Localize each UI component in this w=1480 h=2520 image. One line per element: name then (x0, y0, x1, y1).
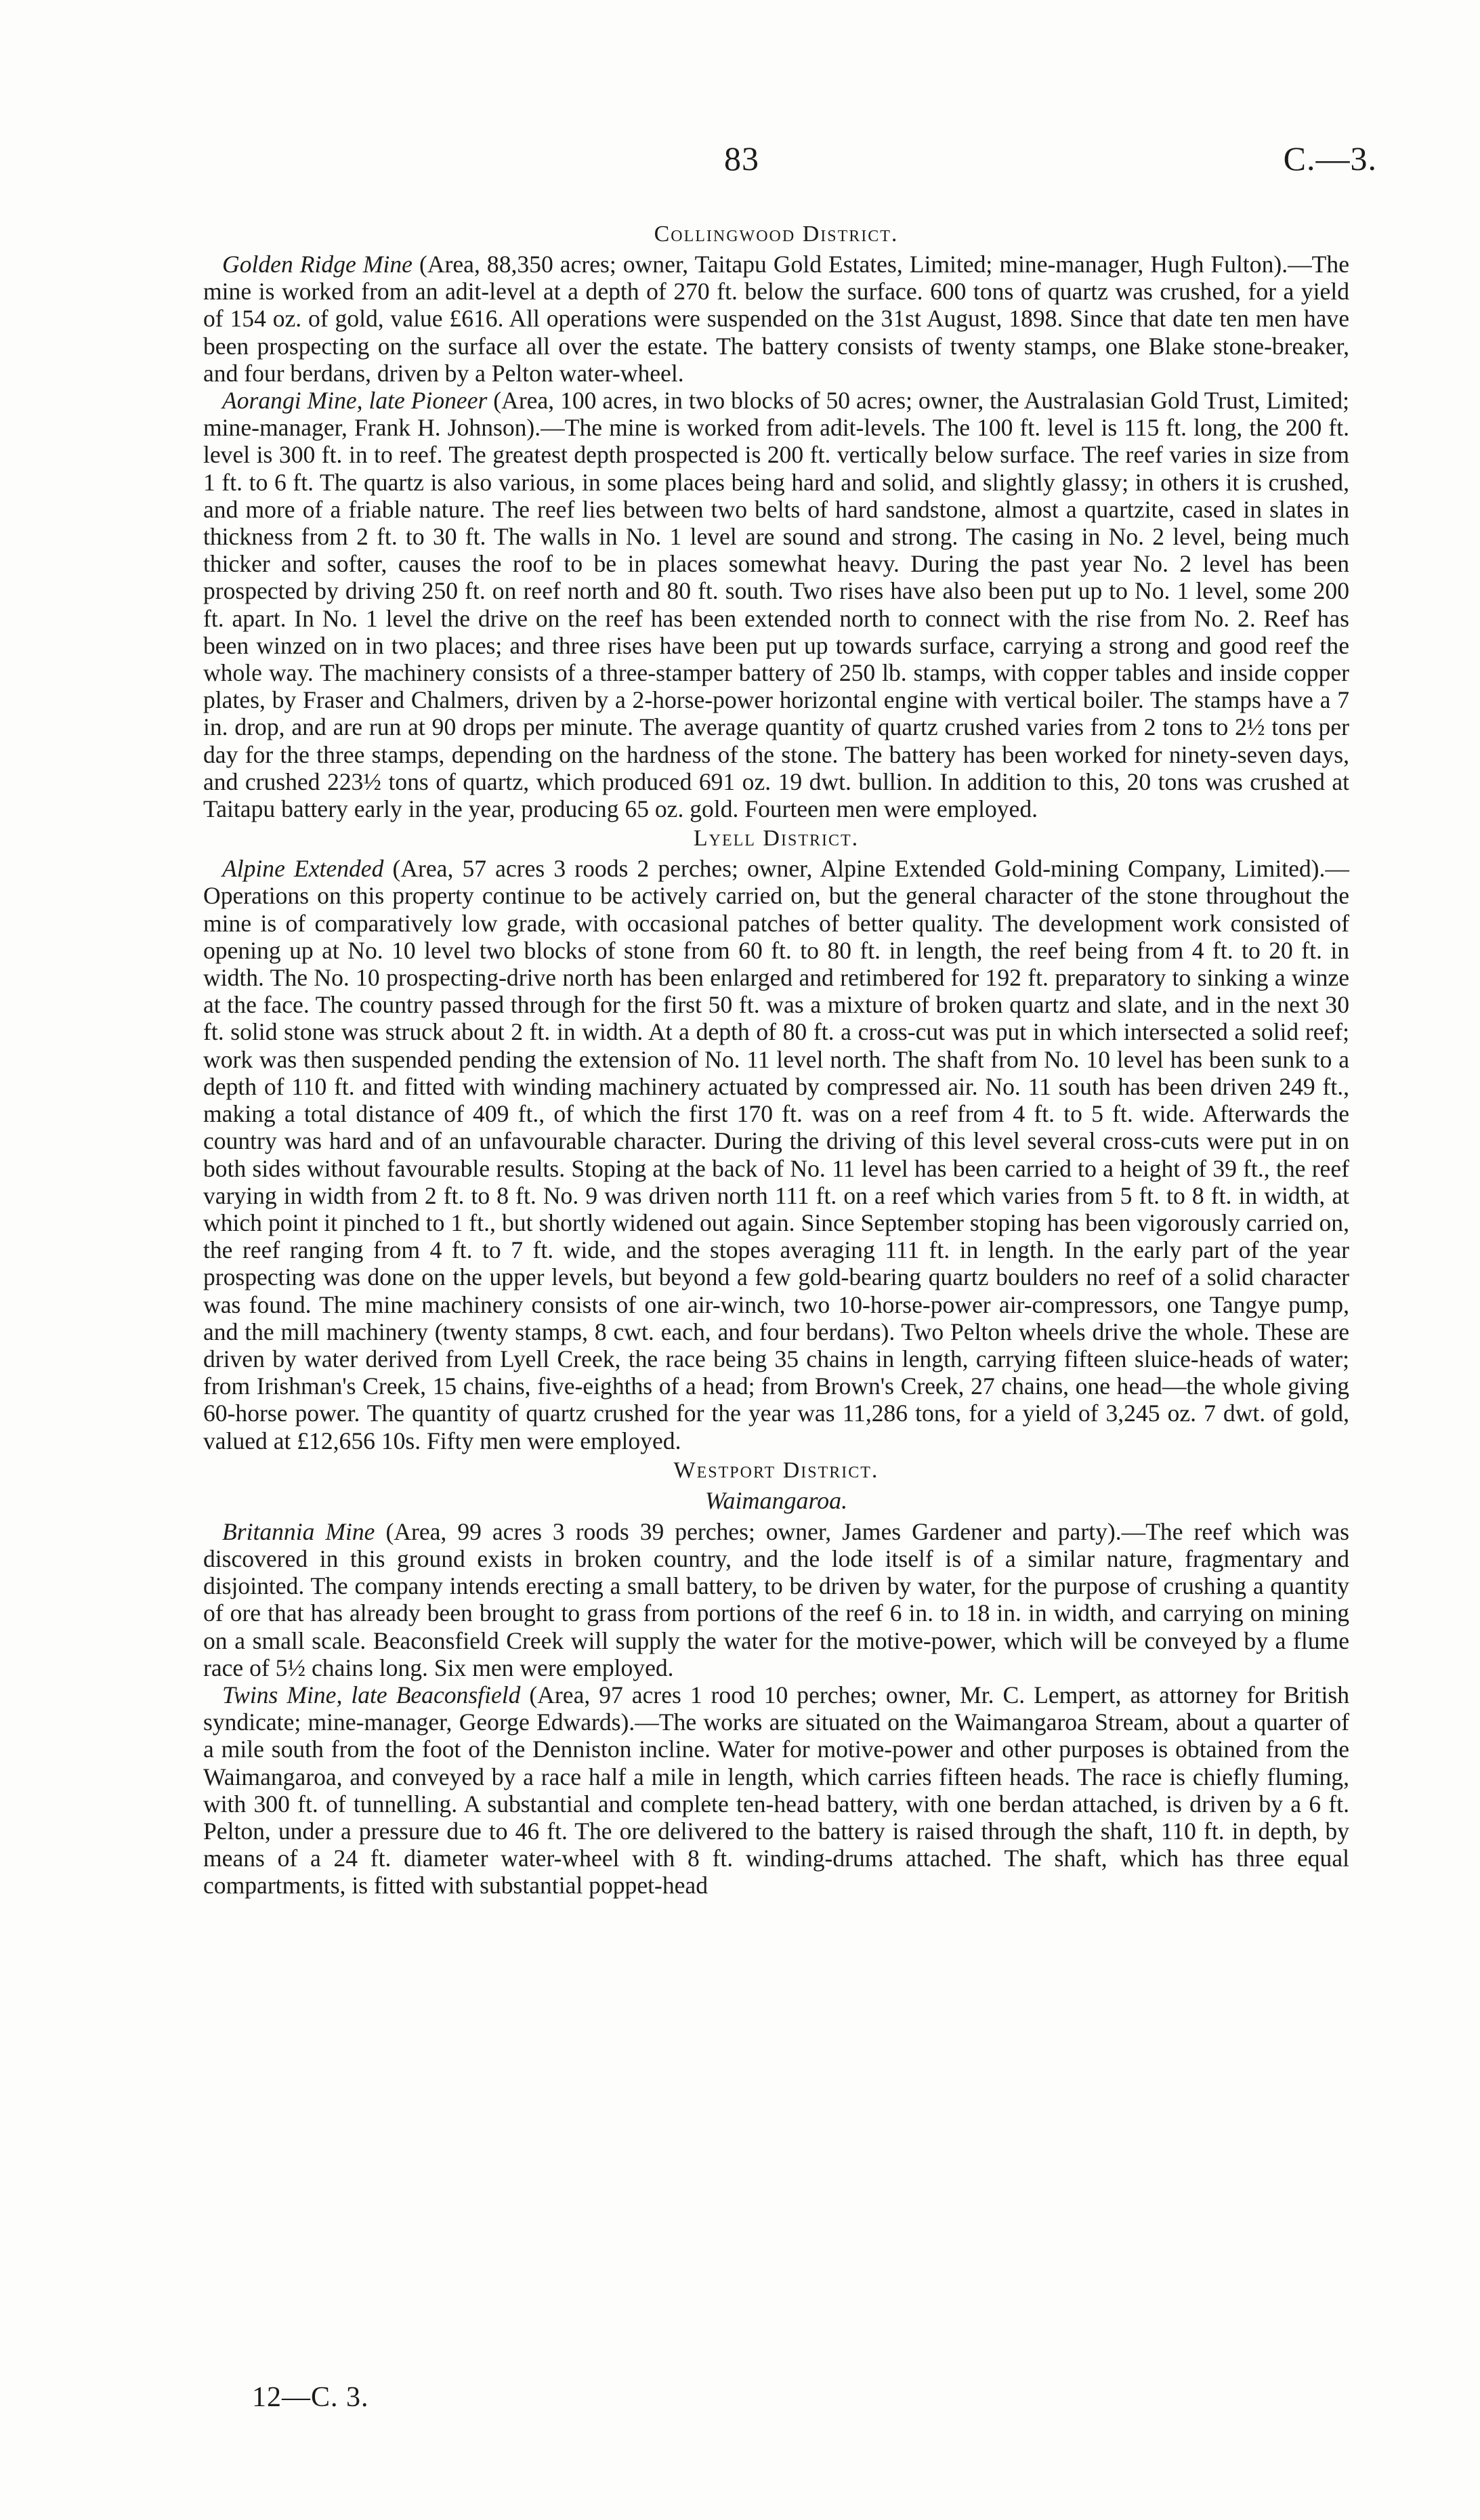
paragraph-text: (Area, 99 acres 3 roods 39 perches; owner, James Gardener and party).—The reef which was discovered in this ground exists in broken country, and the lode itself is of a similar nature, fragmentary and disjointed. The company intends erecting a small battery, to be driven by water, for the purpose of crushing a quantity of ore that has already been brought to grass from portions of the reef 6 in. to 18 in. in width, and carrying on mining on a small scale. Beaconsfield Creek will supply the water for the motive-power, which will be conveyed by a flume race of 5½ chains long. Six men were employed. (203, 1517, 1350, 1681)
paragraph-text: (Area, 97 acres 1 rood 10 perches; owner, Mr. C. Lempert, as attorney for British syndicate; mine-manager, George Edwards).—The works are situated on the Waimangaroa Stream, about a quarter of a mile south from the foot of the Denniston incline. Water for motive-power and other purposes is obtained from the Waimangaroa, and conveyed by a race half a mile in length, which carries fifteen heads. The race is chiefly fluming, with 300 ft. of tunnelling. A substantial and complete ten-head battery, with one berdan attached, is driven by a 6 ft. Pelton, under a pressure due to 46 ft. The ore delivered to the battery is raised through the shaft, 110 ft. in depth, by means of a 24 ft. diameter water-wheel with 8 ft. winding-drums attached. The shaft, which has three equal compartments, is fitted with substantial poppet-head (203, 1681, 1349, 1899)
section-heading-westport: Westport District. (673, 1457, 879, 1483)
page-number: 83 (724, 140, 759, 177)
paragraph-golden-ridge-mine (203, 251, 1349, 387)
paper-reference: C.—3. (1283, 140, 1377, 177)
paragraph-text: (Area, 100 acres, in two blocks of 50 acres; owner, the Australasian Gold Trust, Limited; mine-manager, Frank H. Johnson).—The mine is worked from adit-levels. The 100 ft. level is 115 ft. long, the 200 ft. level is 300 ft. in to reef. The greatest depth prospected is 200 ft. vertically below surface. The reef varies in size from 1 ft. to 6 ft. The quartz is also various, in some places being hard and solid, and slightly glassy; in others it is crushed, and more of a friable nature. The reef lies between two belts of hard sandstone, almost a quartzite, cased in slates in thickness from 2 ft. to 30 ft. The walls in No. 1 level are sound and strong. The casing in No. 2 level, being much thicker and softer, causes the roof to be in places somewhat heavy. During the past year No. 2 level has been prospected by driving 250 ft. on reef north and 80 ft. south. Two rises have also been put up to No. 1 level, some 200 ft. apart. In No. 1 level the drive on the reef has been extended north to connect with the rise from No. 2. Reef has been winzed on in two places; and three rises have been put up towards surface, carrying a strong and good reef the whole way. The machinery consists of a three-stamper battery of 250 lb. stamps, with copper tables and inside copper plates, by Fraser and Chalmers, driven by a 2-horse-power horizontal engine with vertical boiler. The stamps have a 7 in. drop, and are run at 90 drops per minute. The average quantity of quartz crushed varies from 2 tons to 2½ tons per day for the three stamps, depending on the hardness of the stone. The battery has been worked for ninety-seven days, and crushed 223½ tons of quartz, which produced 691 oz. 19 dwt. bullion. In addition to this, 20 tons was crushed at Taitapu battery early in the year, producing 65 oz. gold. Fourteen men were employed. (203, 387, 1349, 823)
section-heading-collingwood: Collingwood District. (654, 222, 899, 247)
page-body (203, 218, 1349, 1899)
mine-name: Aorangi Mine, late Pioneer (222, 387, 488, 415)
mine-name: Twins Mine, late Beaconsfield (222, 1681, 521, 1708)
mine-name: Britannia Mine (222, 1517, 375, 1545)
mine-name: Golden Ridge Mine (222, 251, 413, 278)
section-heading-lyell: Lyell District. (693, 826, 860, 852)
paragraph-text: (Area, 88,350 acres; owner, Taitapu Gold Estates, Limited; mine-manager, Hugh Fulton).—The mine is worked from an adit-level at a depth of 270 ft. below the surface. 600 tons of quartz was crushed, for a yield of 154 oz. of gold, value £616. All operations were suspended on the 31st August, 1898. Since that date ten men have been prospecting on the surface all over the estate. The battery consists of twenty stamps, one Blake stone-breaker, and four berdans, driven by a Pelton water-wheel. (203, 251, 1349, 387)
paragraph-text: (Area, 57 acres 3 roods 2 perches; owner, Alpine Extended Gold-mining Company, Limited).—Operations on this property continue to be actively carried on, but the general character of the stone throughout the mine is of comparatively low grade, with occasional patches of better quality. The development work consisted of opening up at No. 10 level two blocks of stone from 60 ft. to 80 ft. in length, the reef being from 4 ft. to 20 ft. in width. The No. 10 prospecting-drive north has been enlarged and retimbered for 192 ft. preparatory to sinking a winze at the face. The country passed through for the first 50 ft. was a mixture of broken quartz and slate, and in the next 30 ft. solid stone was struck about 2 ft. in width. At a depth of 80 ft. a cross-cut was put in which intersected a solid reef; work was then suspended pending the extension of No. 11 level north. The shaft from No. 10 level has been sunk to a depth of 110 ft. and fitted with winding machinery actuated by compressed air. No. 11 south has been driven 249 ft., making a total distance of 409 ft., of which the first 170 ft. was on a reef from 4 ft. to 5 ft. wide. Afterwards the country was hard and of an unfavourable character. During the driving of this level several cross-cuts were put in on both sides without favourable results. Stoping at the back of No. 11 level has been carried to a height of 39 ft., the reef varying in width from 2 ft. to 8 ft. No. 9 was driven north 111 ft. on a reef which varies from 5 ft. to 8 ft. in width, at which point it pinched to 1 ft., but shortly widened out again. Since September stoping has been vigorously carried on, the reef ranging from 4 ft. to 7 ft. wide, and the stopes averaging 111 ft. in length. In the early part of the year prospecting was done on the upper levels, but beyond a few gold-bearing quartz boulders no reef of a solid character was found. The mine machinery consists of one air-winch, two 10-horse-power air-compressors, one Tangye pump, and the mill machinery (twenty stamps, 8 cwt. each, and four berdans). Two Pelton wheels drive the whole. These are driven by water derived from Lyell Creek, the race being 35 chains in length, carrying fifteen sluice-heads of water; from Irishman's Creek, 15 chains, five-eighths of a head; from Brown's Creek, 27 chains, one head—the whole giving 60-horse power. The quantity of quartz crushed for the year was 11,286 tons, for a yield of 3,245 oz. 7 dwt. of gold, valued at £12,656 10s. Fifty men were employed. (203, 855, 1350, 1454)
mine-name: Alpine Extended (222, 855, 384, 883)
paragraph-twins-mine (203, 1681, 1349, 1899)
paragraph-aorangi-mine (203, 387, 1349, 822)
subsection-heading-waimangaroa: Waimangaroa. (704, 1486, 848, 1514)
paragraph-alpine-extended (203, 855, 1349, 1454)
signature-mark: 12—C. 3. (252, 2382, 369, 2413)
paragraph-britannia-mine (203, 1518, 1349, 1681)
